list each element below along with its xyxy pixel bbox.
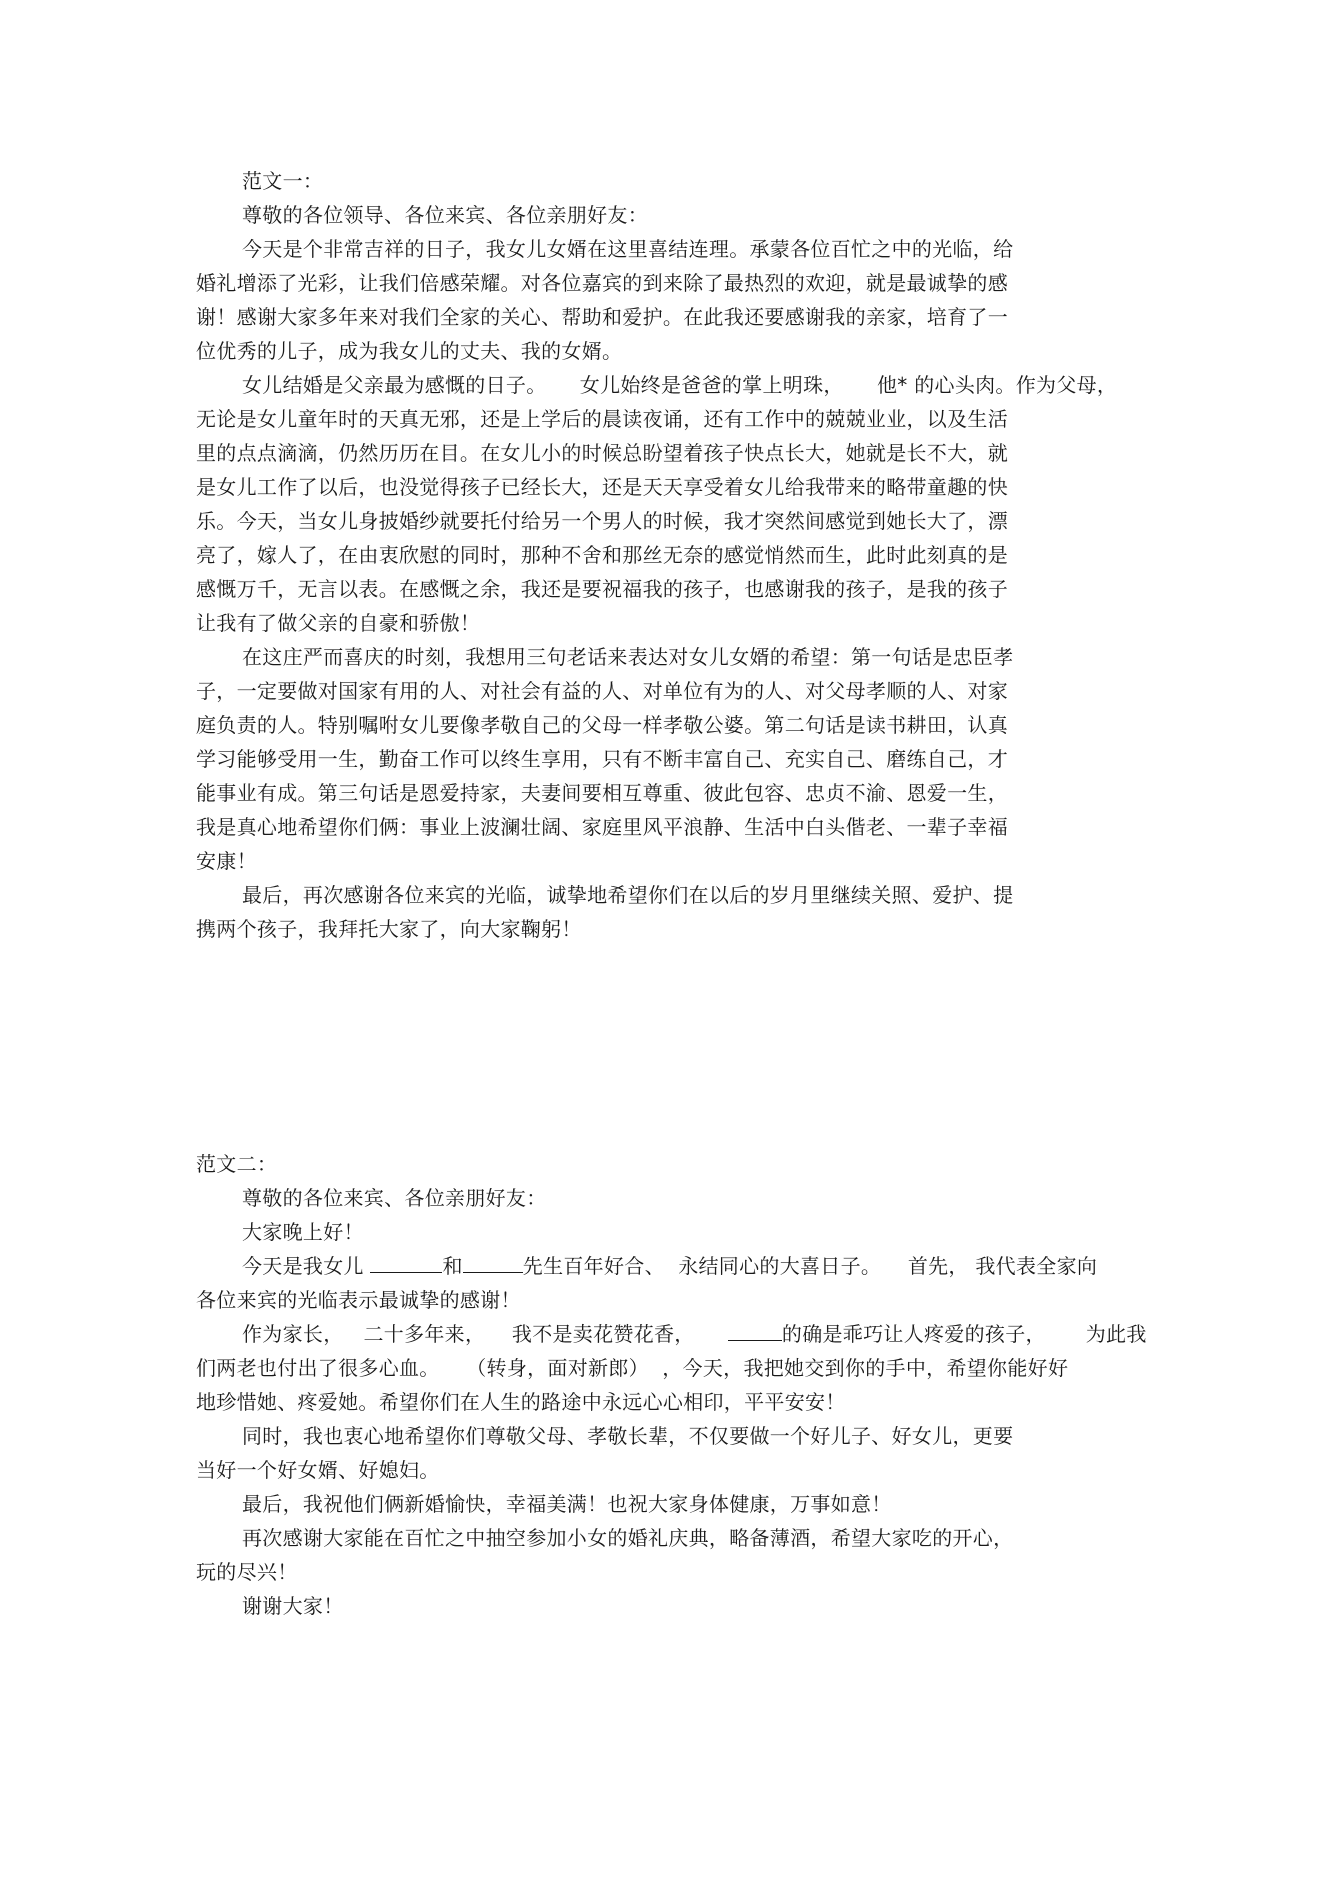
paragraph-line: 子，一定要做对国家有用的人、对社会有益的人、对单位有为的人、对父母孝顺的人、对家 [196,679,1008,703]
paragraph-line: 女儿结婚是父亲最为感慨的日子。 女儿始终是爸爸的掌上明珠， 他* 的心头肉。作为父母， [242,373,1118,397]
paragraph-line: 当好一个好女婿、好媳妇。 [196,1458,440,1482]
paragraph-line: 里的点点滴滴，仍然历历在目。在女儿小的时候总盼望着孩子快点长大，她就是长不大，就 [196,441,1008,465]
section-heading: 范文二： [196,1152,278,1176]
paragraph-line: 谢！感谢大家多年来对我们全家的关心、帮助和爱护。在此我还要感谢我的亲家，培育了一 [196,305,1008,329]
paragraph-line: 同时，我也衷心地希望你们尊敬父母、孝敬长辈，不仅要做一个好儿子、好女儿，更要 [242,1424,1014,1448]
paragraph-line: 是女儿工作了以后，也没觉得孩子已经长大，还是天天享受着女儿给我带来的略带童趣的快 [196,475,1008,499]
paragraph-line [242,1317,1147,1351]
paragraph-line: 亮了，嫁人了，在由衷欣慰的同时，那种不舍和那丝无奈的感觉悄然而生，此时此刻真的是 [196,543,1008,567]
section-heading: 范文一： [242,169,324,193]
paragraph-line: 在这庄严而喜庆的时刻，我想用三句老话来表达对女儿女婿的希望：第一句话是忠臣孝 [242,645,1014,669]
paragraph-line [242,1249,1097,1283]
name-blank [370,1254,442,1273]
paragraph-line: 让我有了做父亲的自豪和骄傲！ [196,611,481,635]
paragraph-line: 庭负责的人。特别嘱咐女儿要像孝敬自己的父母一样孝敬公婆。第二句话是读书耕田，认真 [196,713,1008,737]
text-span: 先生百年好合、 永结同心的大喜日子。 首先， 我代表全家向 [522,1254,1098,1278]
paragraph-line: 婚礼增添了光彩，让我们倍感荣耀。对各位嘉宾的到来除了最热烈的欢迎，就是最诚挚的感 [196,271,1008,295]
paragraph-line: 携两个孩子，我拜托大家了，向大家鞠躬！ [196,917,582,941]
paragraph-line: 今天是个非常吉祥的日子，我女儿女婿在这里喜结连理。承蒙各位百忙之中的光临，给 [242,237,1014,261]
paragraph-line: 最后，我祝他们俩新婚愉快，幸福美满！也祝大家身体健康，万事如意！ [242,1492,892,1516]
paragraph-line: 我是真心地希望你们俩：事业上波澜壮阔、家庭里风平浪静、生活中白头偕老、一辈子幸福 [196,815,1008,839]
paragraph-line: 最后，再次感谢各位来宾的光临，诚挚地希望你们在以后的岁月里继续关照、爱护、提 [242,883,1014,907]
text-span: 的确是乖巧让人疼爱的孩子， 为此我 [781,1322,1147,1346]
paragraph-line: 乐。今天，当女儿身披婚纱就要托付给另一个男人的时候，我才突然间感觉到她长大了，漂 [196,509,1008,533]
paragraph-line: 能事业有成。第三句话是恩爱持家，夫妻间要相互尊重、彼此包容、忠贞不渝、恩爱一生， [196,781,1008,805]
paragraph-line: 安康！ [196,849,257,873]
paragraph-line: 感慨万千，无言以表。在感慨之余，我还是要祝福我的孩子，也感谢我的孩子，是我的孩子 [196,577,1008,601]
paragraph-line: 无论是女儿童年时的天真无邪，还是上学后的晨读夜诵，还有工作中的兢兢业业，以及生活 [196,407,1008,431]
salutation: 尊敬的各位领导、各位来宾、各位亲朋好友： [242,203,648,227]
paragraph-line: 位优秀的儿子，成为我女儿的丈夫、我的女婿。 [196,339,623,363]
greeting: 大家晚上好！ [242,1220,364,1244]
text-span: 和 [442,1254,463,1278]
name-blank [463,1254,523,1273]
name-blank [728,1322,782,1341]
paragraph-line: 学习能够受用一生，勤奋工作可以终生享用，只有不断丰富自己、充实自己、磨练自己，才 [196,747,1008,771]
salutation: 尊敬的各位来宾、各位亲朋好友： [242,1186,547,1210]
paragraph-line: 地珍惜她、疼爱她。希望你们在人生的路途中永远心心相印，平平安安！ [196,1390,846,1414]
paragraph-line: 再次感谢大家能在百忙之中抽空参加小女的婚礼庆典，略备薄酒，希望大家吃的开心， [242,1526,1014,1550]
paragraph-line: 们两老也付出了很多心血。 （转身，面对新郎） ，今天，我把她交到你的手中，希望你能好好 [196,1356,1069,1380]
text-span: 今天是我女儿 [242,1254,371,1278]
paragraph-line: 玩的尽兴！ [196,1560,298,1584]
paragraph-line: 各位来宾的光临表示最诚挚的感谢！ [196,1288,521,1312]
text-span: 作为家长， 二十多年来， 我不是卖花赞花香， [242,1322,728,1346]
closing-line: 谢谢大家！ [242,1594,344,1618]
